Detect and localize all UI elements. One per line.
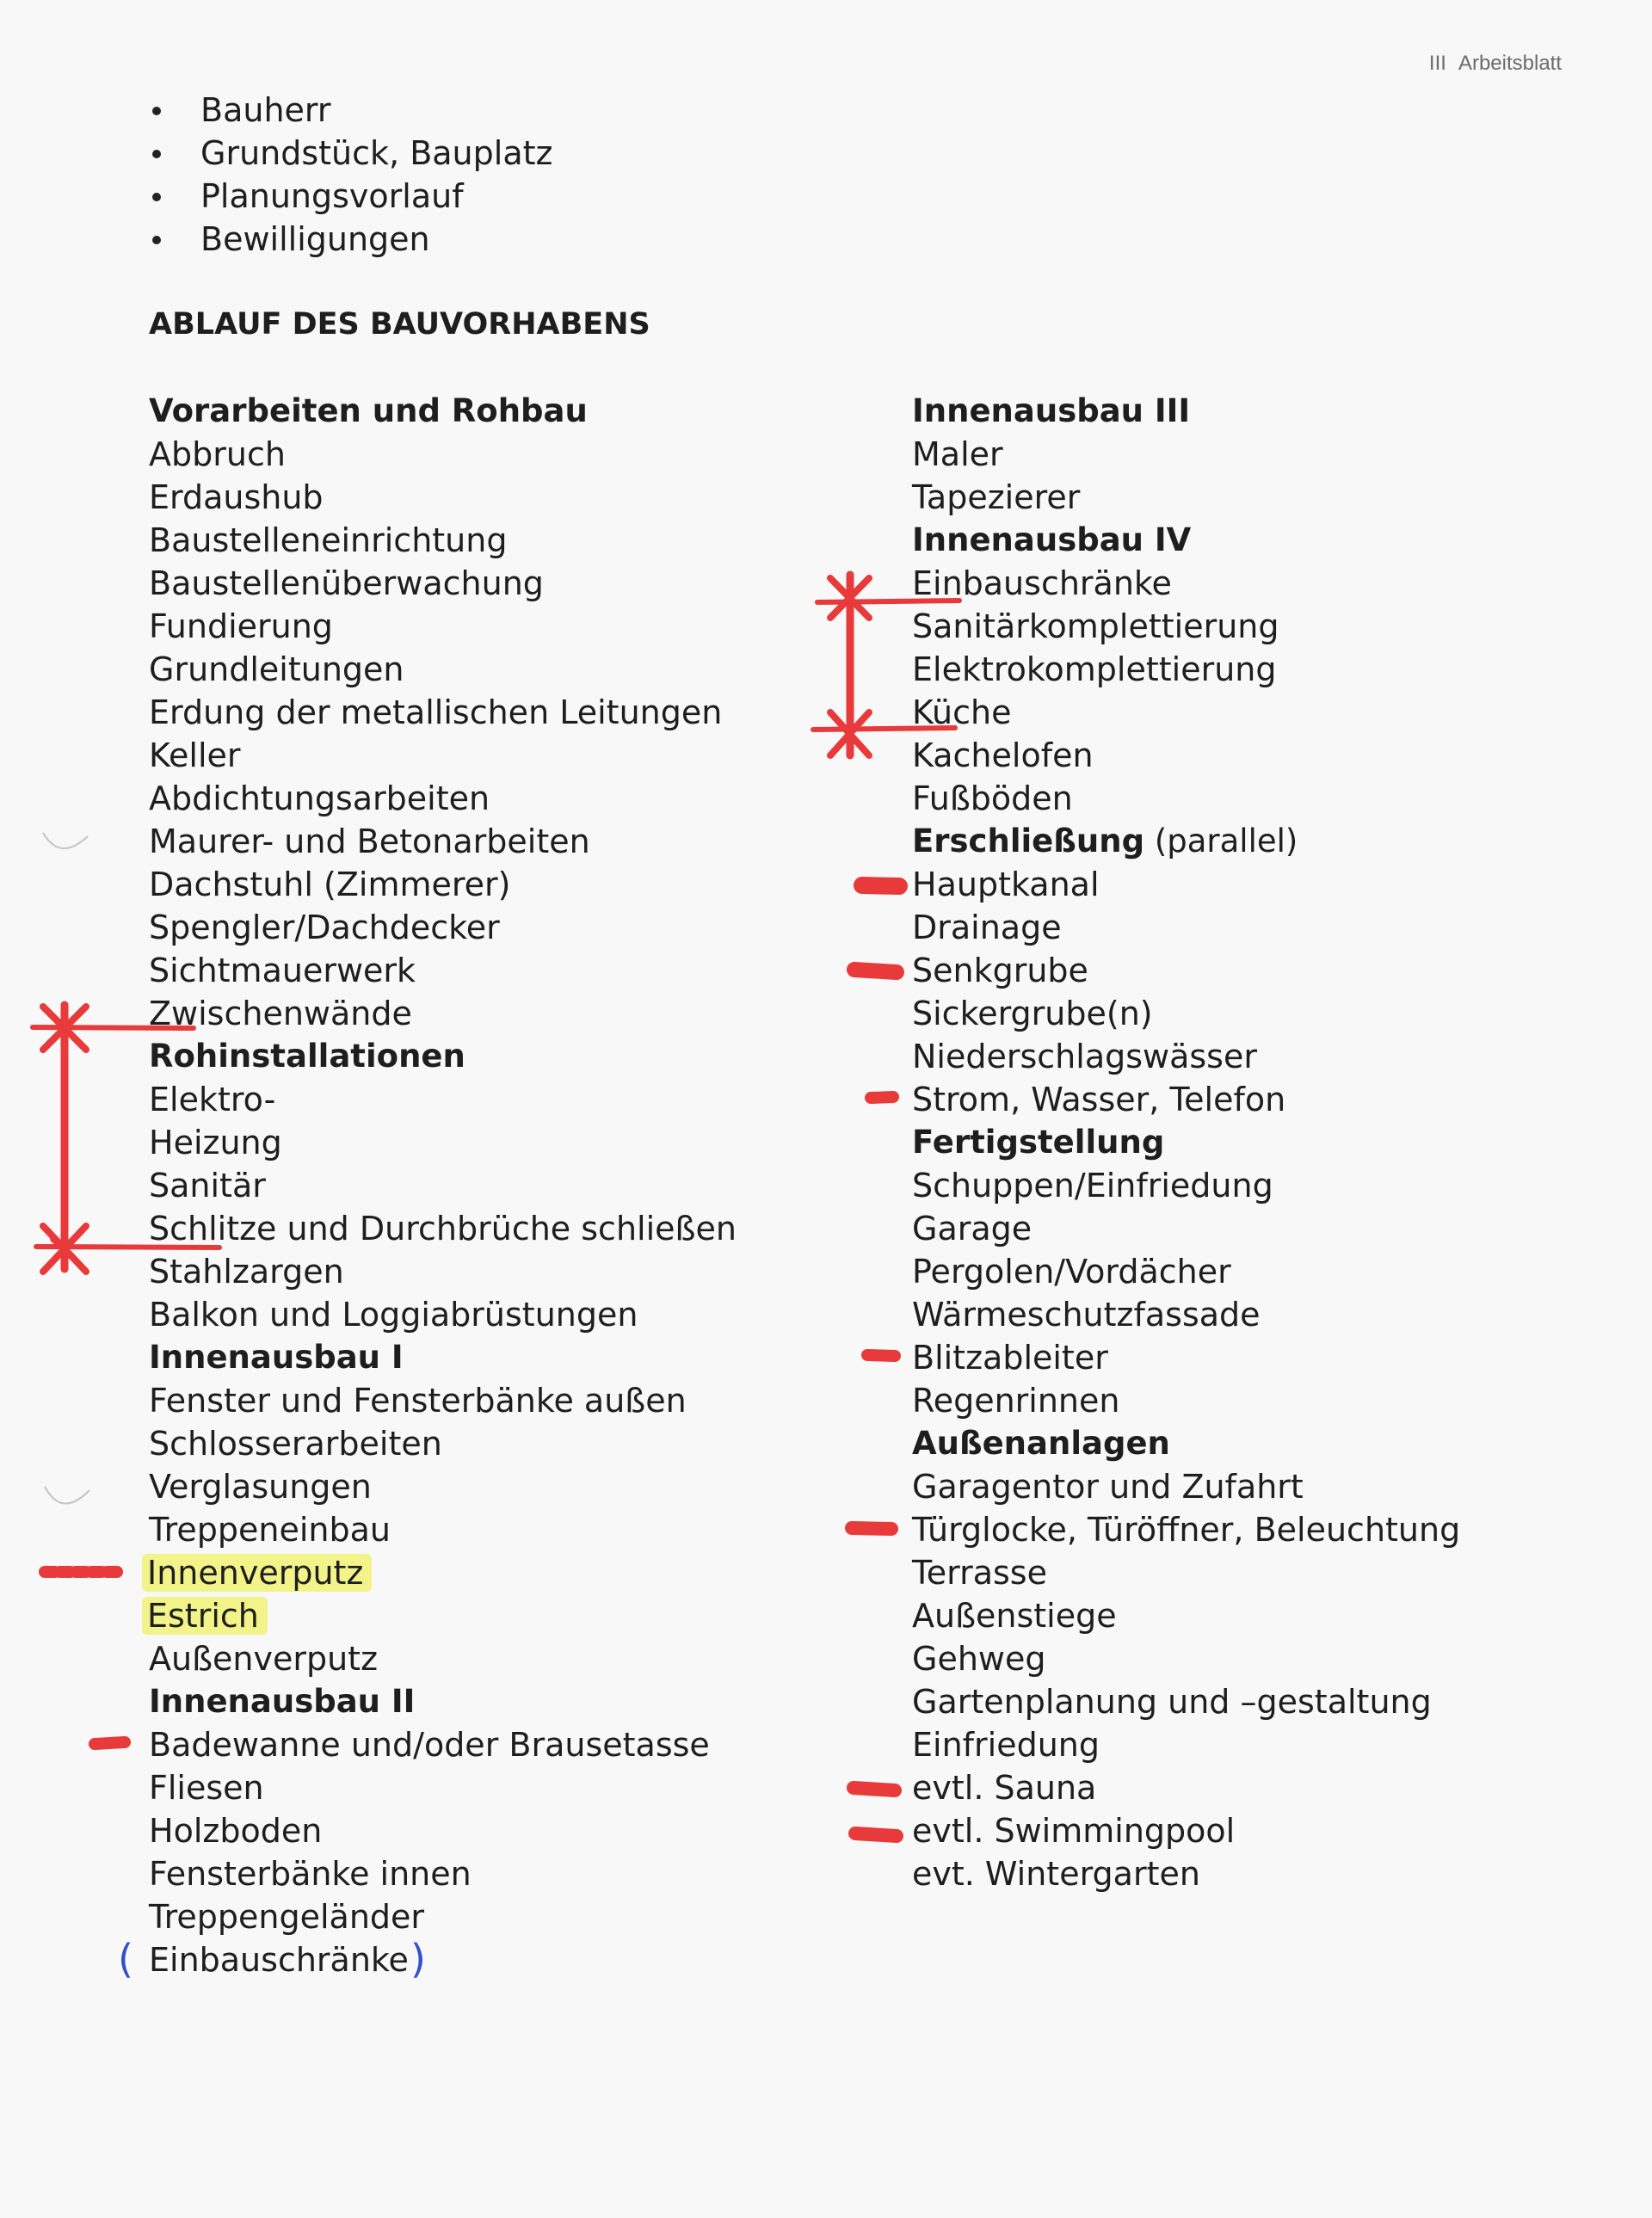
list-item-schlitze-und-durchbrueche-schliessen: [149, 1207, 737, 1250]
list-item-innenverputz: [149, 1551, 737, 1594]
item-text: Regenrinnen: [912, 1382, 1120, 1420]
left-column-list: [118, 390, 737, 1982]
list-item-treppengelaender: [149, 1895, 737, 1938]
group-heading-innenausbau-iii: [912, 390, 1460, 433]
item-text: Außenstiege: [912, 1597, 1117, 1635]
list-item-holzboden: [149, 1809, 737, 1852]
list-item-grundleitungen: [149, 648, 737, 691]
list-item-fundierung: [149, 605, 737, 648]
list-item-blitzableiter: [912, 1336, 1460, 1379]
list-item-evtl-swimmingpool: [912, 1809, 1460, 1852]
list-item-hauptkanal: [912, 863, 1460, 906]
item-text: Innenausbau IV: [912, 521, 1192, 558]
item-text: evt. Wintergarten: [912, 1855, 1200, 1893]
item-text: Wärmeschutzfassade: [912, 1296, 1261, 1334]
item-text: Badewanne und/oder Brausetasse: [149, 1726, 710, 1764]
list-item-maurer-und-betonarbeiten: [149, 820, 737, 863]
item-text: Sanitär: [149, 1167, 266, 1204]
item-text: Fertigstellung: [912, 1124, 1165, 1161]
group-heading-innenausbau-iv: [912, 519, 1460, 562]
item-text: Einbauschränke: [912, 564, 1172, 602]
item-text: evtl. Swimmingpool: [912, 1812, 1236, 1850]
item-text: Rohinstallationen: [149, 1038, 465, 1075]
list-item-einbauschraenke: [912, 562, 1460, 605]
bullet-item: Bauherr: [149, 89, 552, 132]
item-text: Garagentor und Zufahrt: [912, 1468, 1304, 1506]
list-item-einbauschraenke: [118, 1936, 737, 1982]
group-heading-rohinstallationen: [149, 1035, 737, 1078]
list-item-badewanne-und-oder-brausetasse: [149, 1723, 737, 1766]
item-text: Schlosserarbeiten: [149, 1425, 442, 1463]
header-label: Arbeitsblatt: [1458, 52, 1562, 75]
item-text: Spengler/Dachdecker: [149, 909, 500, 946]
punch-hole-mark: [43, 833, 88, 848]
list-item-abdichtungsarbeiten: [149, 777, 737, 820]
list-item-baustellenueberwachung: [149, 562, 737, 605]
item-text: Pergolen/Vordächer: [912, 1253, 1231, 1291]
item-text: Gehweg: [912, 1640, 1046, 1678]
item-text: Baustelleneinrichtung: [149, 521, 508, 559]
item-text: Dachstuhl (Zimmerer): [149, 866, 511, 903]
list-item-schuppen-einfriedung: [912, 1164, 1460, 1207]
punch-hole-mark: [45, 1487, 89, 1504]
list-item-baustelleneinrichtung: [149, 519, 737, 562]
pen-parenthesis-left: (: [118, 1936, 133, 1982]
item-text: Erdaushub: [149, 478, 324, 516]
item-text: Balkon und Loggiabrüstungen: [149, 1296, 638, 1334]
group-heading-erschliessung: [912, 820, 1460, 863]
item-text: Elektro-: [149, 1081, 276, 1118]
highlighted-text: Estrich: [142, 1597, 268, 1635]
list-item-drainage: [912, 906, 1460, 949]
item-text: Erdung der metallischen Leitungen: [149, 693, 723, 731]
list-item-erdaushub: [149, 476, 737, 519]
list-item-pergolen-vordaecher: [912, 1250, 1460, 1293]
list-item-aussenstiege: [912, 1594, 1460, 1637]
group-heading-aussenanlagen: [912, 1422, 1460, 1465]
list-item-evtl-sauna: [912, 1766, 1460, 1809]
bullet-item: Planungsvorlauf: [149, 175, 552, 218]
list-item-zwischenwaende: [149, 992, 737, 1035]
item-text: Schuppen/Einfriedung: [912, 1167, 1273, 1204]
list-item-gehweg: [912, 1637, 1460, 1680]
item-text: Elektrokomplettierung: [912, 650, 1277, 688]
list-item-gartenplanung-und-gestaltung: [912, 1680, 1460, 1723]
list-item-waermeschutzfassade: [912, 1293, 1460, 1336]
item-text: Drainage: [912, 909, 1062, 946]
list-item-senkgrube: [912, 949, 1460, 992]
list-item-garage: [912, 1207, 1460, 1250]
list-item-sanitaerkomplettierung: [912, 605, 1460, 648]
item-text: Kachelofen: [912, 736, 1094, 774]
item-text: Türglocke, Türöffner, Beleuchtung: [912, 1511, 1461, 1549]
list-item-kachelofen: [912, 734, 1460, 777]
item-text: Heizung: [149, 1124, 282, 1161]
item-text: Treppeneinbau: [149, 1511, 391, 1549]
item-text: Abdichtungsarbeiten: [149, 779, 490, 817]
group-heading-fertigstellung: [912, 1121, 1460, 1164]
list-item-fensterbaenke-innen: [149, 1852, 737, 1895]
item-text: Strom, Wasser, Telefon: [912, 1081, 1286, 1118]
bullet-item: Bewilligungen: [149, 218, 552, 261]
item-text: Küche: [912, 693, 1012, 731]
item-text: Fliesen: [149, 1769, 264, 1807]
list-item-fenster-und-fensterbaenke-aussen: [149, 1379, 737, 1422]
list-item-text: Einbauschränke: [149, 1941, 409, 1979]
bullet-item: Grundstück, Bauplatz: [149, 132, 552, 175]
item-text: Blitzableiter: [912, 1339, 1108, 1377]
list-item-spengler-dachdecker: [149, 906, 737, 949]
item-text: Niederschlagswässer: [912, 1038, 1257, 1075]
item-text: Terrasse: [912, 1554, 1047, 1592]
list-item-estrich: [149, 1594, 737, 1637]
list-item-keller: [149, 734, 737, 777]
list-item-elektrokomplettierung: [912, 648, 1460, 691]
list-item-abbruch: [149, 433, 737, 476]
worksheet-header: [1429, 52, 1562, 76]
list-item-maler: [912, 433, 1460, 476]
item-text: Tapezierer: [912, 478, 1081, 516]
item-text: Stahlzargen: [149, 1253, 344, 1291]
item-text: Fußböden: [912, 779, 1073, 817]
list-item-treppeneinbau: [149, 1508, 737, 1551]
list-item-terrasse: [912, 1551, 1460, 1594]
list-item-sickergrube-n: [912, 992, 1460, 1035]
heading-suffix: (parallel): [1144, 823, 1298, 859]
list-item-evt-wintergarten: [912, 1852, 1460, 1895]
list-item-tapezierer: [912, 476, 1460, 519]
list-item-balkon-und-loggiabruestungen: [149, 1293, 737, 1336]
item-text: Garage: [912, 1210, 1032, 1248]
item-text: Keller: [149, 736, 241, 774]
item-text: Außenverputz: [149, 1640, 379, 1678]
item-text: Sickergrube(n): [912, 995, 1153, 1032]
list-item-stahlzargen: [149, 1250, 737, 1293]
item-text: Fensterbänke innen: [149, 1855, 472, 1893]
list-item-sichtmauerwerk: [149, 949, 737, 992]
group-heading-vorarbeiten-und-rohbau: [149, 390, 737, 433]
item-text: Innenausbau I: [149, 1339, 404, 1376]
group-heading-innenausbau-i: [149, 1336, 737, 1379]
list-item-verglasungen: [149, 1465, 737, 1508]
item-text: Maurer- und Betonarbeiten: [149, 823, 590, 860]
list-item-tuerglocke-tueroeffner-beleuchtung: [912, 1508, 1460, 1551]
item-text: evtl. Sauna: [912, 1769, 1097, 1807]
item-text: Abbruch: [149, 435, 286, 473]
list-item-niederschlagswaesser: [912, 1035, 1460, 1078]
item-text: Außenanlagen: [912, 1425, 1170, 1462]
item-text: Innenausbau II: [149, 1683, 416, 1720]
list-item-heizung: [149, 1121, 737, 1164]
list-item-garagentor-und-zufahrt: [912, 1465, 1460, 1508]
section-title: ABLAUF DES BAUVORHABENS: [149, 307, 650, 342]
item-text: Gartenplanung und –gestaltung: [912, 1683, 1432, 1721]
list-item-fliesen: [149, 1766, 737, 1809]
item-text: Senkgrube: [912, 952, 1088, 989]
parenthesized-entry: [118, 1936, 426, 1982]
item-text: Fenster und Fensterbänke außen: [149, 1382, 687, 1420]
item-text: Holzboden: [149, 1812, 323, 1850]
item-text: Maler: [912, 435, 1003, 473]
item-text: Verglasungen: [149, 1468, 372, 1506]
list-item-elektro: [149, 1078, 737, 1121]
item-text: Grundleitungen: [149, 650, 404, 688]
list-item-erdung-der-metallischen-leitungen: [149, 691, 737, 734]
list-item-kueche: [912, 691, 1460, 734]
item-text: Hauptkanal: [912, 866, 1100, 903]
highlighted-text: Innenverputz: [142, 1554, 372, 1592]
list-item-regenrinnen: [912, 1379, 1460, 1422]
intro-bullet-list: [149, 89, 552, 261]
item-text: Schlitze und Durchbrüche schließen: [149, 1210, 737, 1248]
item-text: Fundierung: [149, 607, 333, 645]
item-text: Innenausbau III: [912, 392, 1191, 429]
item-text: Baustellenüberwachung: [149, 564, 544, 602]
list-item-einfriedung: [912, 1723, 1460, 1766]
item-text: Sanitärkomplettierung: [912, 607, 1279, 645]
list-item-sanitaer: [149, 1164, 737, 1207]
item-text: Sichtmauerwerk: [149, 952, 416, 989]
item-text: Erschließung: [912, 823, 1145, 859]
list-item-schlosserarbeiten: [149, 1422, 737, 1465]
list-item-strom-wasser-telefon: [912, 1078, 1460, 1121]
item-text: Zwischenwände: [149, 995, 412, 1032]
list-item-dachstuhl-zimmerer: [149, 863, 737, 906]
header-mark: III: [1428, 52, 1446, 75]
item-text: Treppengeländer: [149, 1898, 425, 1936]
item-text: Vorarbeiten und Rohbau: [149, 392, 588, 429]
group-heading-innenausbau-ii: [149, 1680, 737, 1723]
pen-parenthesis-right: ): [410, 1936, 426, 1982]
list-item-fussboeden: [912, 777, 1460, 820]
list-item-aussenverputz: [149, 1637, 737, 1680]
item-text: Einfriedung: [912, 1726, 1100, 1764]
right-column-list: [912, 390, 1460, 1895]
